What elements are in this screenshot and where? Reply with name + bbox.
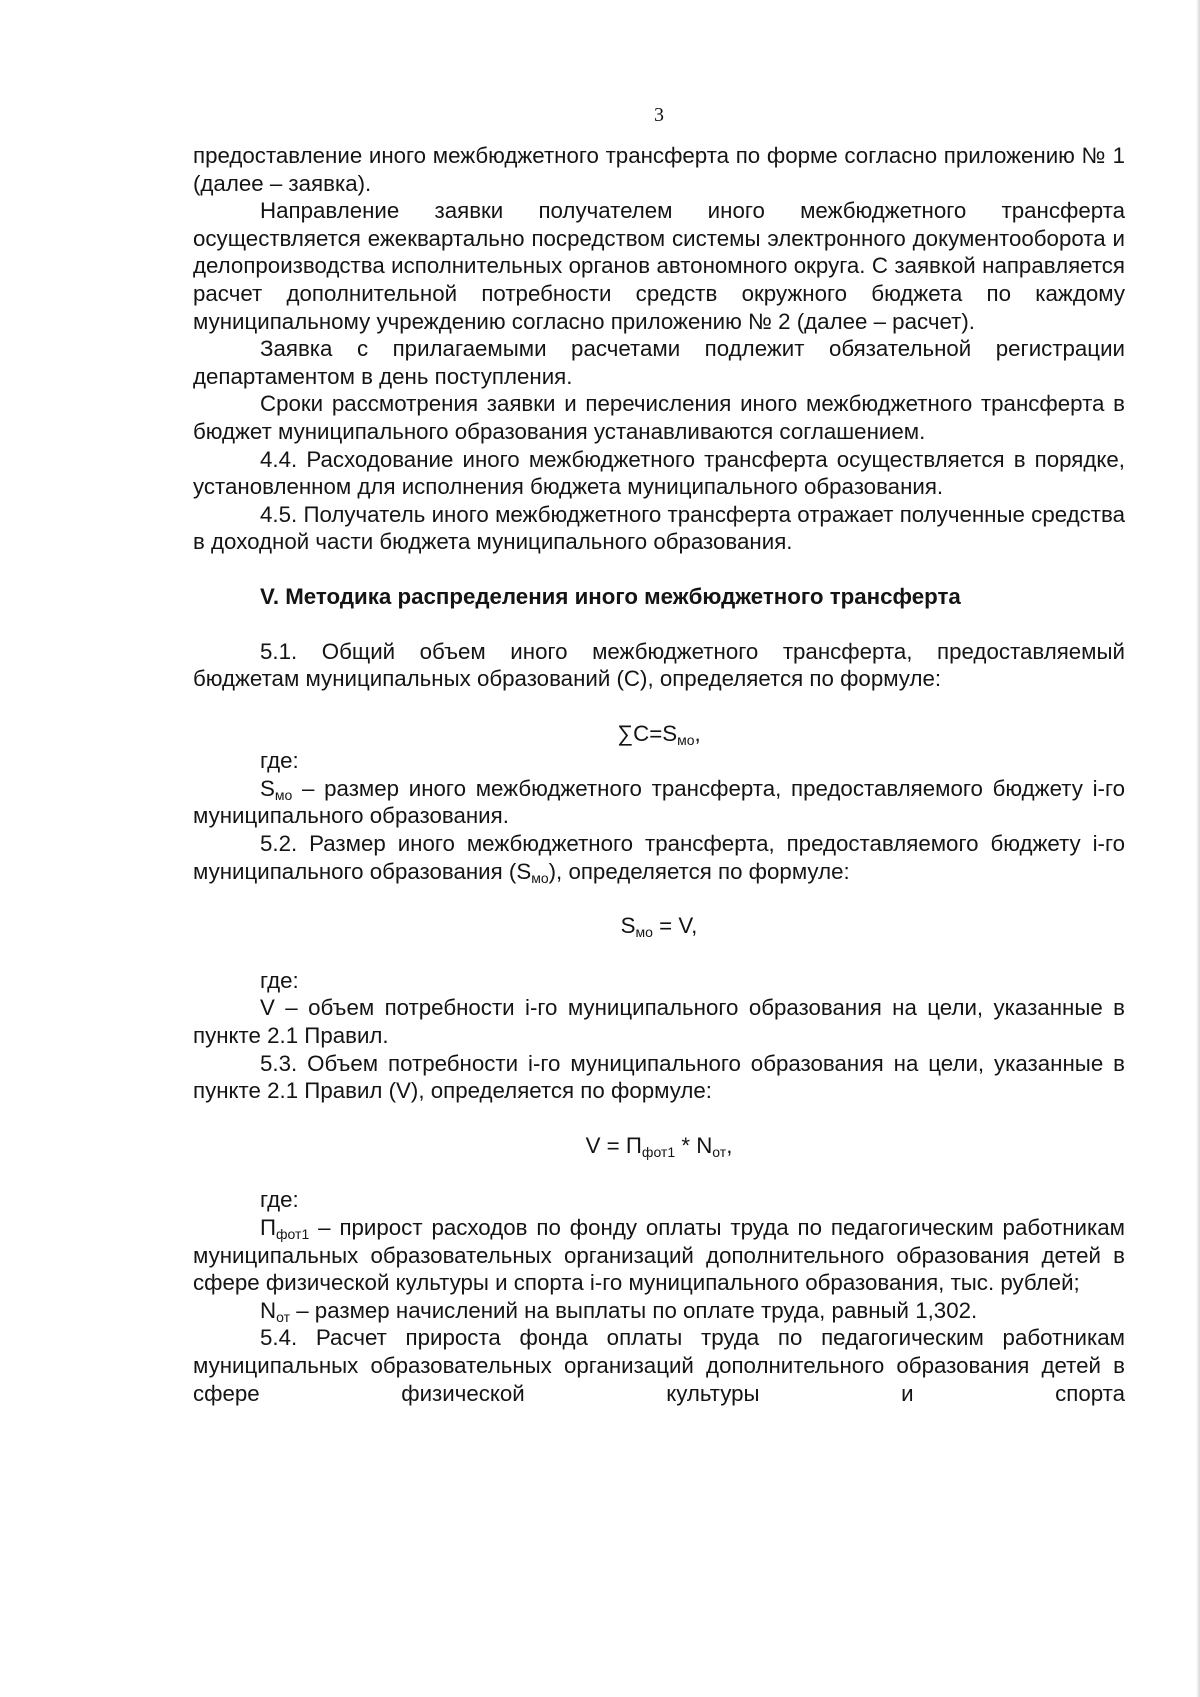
- definition-smo-text: – размер иного межбюджетного трансферта, предоставляемого бюджету i-го муниципального образования.: [193, 775, 1125, 829]
- definition-not: [193, 1297, 1125, 1325]
- document-body: [193, 142, 1125, 1407]
- definition-pfot-symbol: П: [260, 1215, 277, 1240]
- definition-pfot-sub: фот1: [276, 1226, 310, 1242]
- scan-edge: [1196, 0, 1200, 1697]
- formula-smo-sub: мо: [635, 924, 653, 941]
- definition-pfot-text: – прирост расходов по фонду оплаты труда по педагогическим работникам муниципальных образовательных организаций дополнительного образования детей в сфере физической культуры и спорта i-го муниципального образования, тыс. рублей;: [193, 1215, 1125, 1296]
- paragraph-review-terms: Сроки рассмотрения заявки и перечисления иного межбюджетного трансферта в бюджет муниципального образования устанавливаются соглашением.: [193, 391, 1125, 444]
- definition-v: V – объем потребности i-го муниципального образования на цели, указанные в пункте 2.1 Правил.: [193, 995, 1125, 1049]
- formula-v-lhs: V = П: [585, 1132, 642, 1158]
- formula-v-mid: * N: [675, 1132, 713, 1158]
- formula-smo: [193, 912, 1125, 940]
- paragraph-5-2-sub: мо: [531, 869, 549, 886]
- formula-smo-rhs: = V,: [652, 913, 698, 939]
- paragraph-5-2: [193, 830, 1125, 885]
- section-heading: V. Методика распределения иного межбюджетного трансферта: [260, 583, 961, 609]
- formula-v-sub2: от: [712, 1143, 727, 1160]
- paragraph-5-1: 5.1. Общий объем иного межбюджетного трансферта, предоставляемый бюджетам муниципальных образований (C), определяется по формуле:: [193, 638, 1125, 692]
- page-number: 3: [654, 104, 664, 126]
- paragraph-5-4: 5.4. Расчет прироста фонда оплаты труда по педагогическим работникам муниципальных образовательных организаций дополнительного образования детей в сфере физической культуры и спорта: [193, 1325, 1125, 1406]
- paragraph-4-5: 4.5. Получатель иного межбюджетного трансферта отражает полученные средства в доходной части бюджета муниципального образования.: [193, 501, 1125, 555]
- paragraph-5-3: 5.3. Объем потребности i-го муниципального образования на цели, указанные в пункте 2.1 Правил (V), определяется по формуле:: [193, 1050, 1125, 1104]
- formula-v: [193, 1132, 1125, 1160]
- formula-smo-lhs: S: [620, 913, 636, 939]
- paragraph-application-sending: Направление заявки получателем иного межбюджетного трансферта осуществляется ежеквартально посредством системы электронного документооборота и делопроизводства исполнительных органов автономного округа. С заявкой направляется расчет дополнительной потребности средств окружного бюджета по каждому муниципальному учреждению согласно приложению № 2 (далее – расчет).: [193, 198, 1125, 334]
- where-label: где:: [260, 1187, 299, 1213]
- formula-total-tail: ,: [694, 720, 701, 746]
- paragraph-application-registration: Заявка с прилагаемыми расчетами подлежит обязательной регистрации департаментом в день поступления.: [193, 336, 1125, 389]
- definition-smo: [193, 775, 1125, 830]
- where-label: где:: [260, 748, 299, 774]
- definition-not-text: – размер начислений на выплаты по оплате труда, равный 1,302.: [290, 1297, 978, 1323]
- definition-not-sub: от: [276, 1308, 290, 1325]
- definition-pfot: [193, 1214, 1125, 1297]
- formula-total-sub: мо: [677, 731, 695, 748]
- formula-v-tail: ,: [726, 1132, 733, 1158]
- where-label: где:: [260, 967, 299, 993]
- paragraph-5-2-text: 5.2. Размер иного межбюджетного трансферта, предоставляемого бюджету i-го муниципального образования (S: [193, 831, 1125, 884]
- formula-total-main: ∑C=S: [617, 720, 678, 746]
- definition-smo-symbol: S: [260, 775, 275, 801]
- definition-smo-sub: мо: [274, 786, 293, 803]
- definition-not-symbol: N: [260, 1297, 277, 1323]
- formula-total: [193, 720, 1125, 748]
- paragraph-4-4: 4.4. Расходование иного межбюджетного трансферта осуществляется в порядке, установленном для исполнения бюджета муниципального образования.: [193, 446, 1125, 500]
- paragraph-5-2-tail: ), определяется по формуле:: [548, 858, 850, 884]
- paragraph-application-form: предоставление иного межбюджетного трансферта по форме согласно приложению № 1 (далее – заявка).: [193, 143, 1125, 196]
- formula-v-sub1: фот1: [641, 1143, 676, 1160]
